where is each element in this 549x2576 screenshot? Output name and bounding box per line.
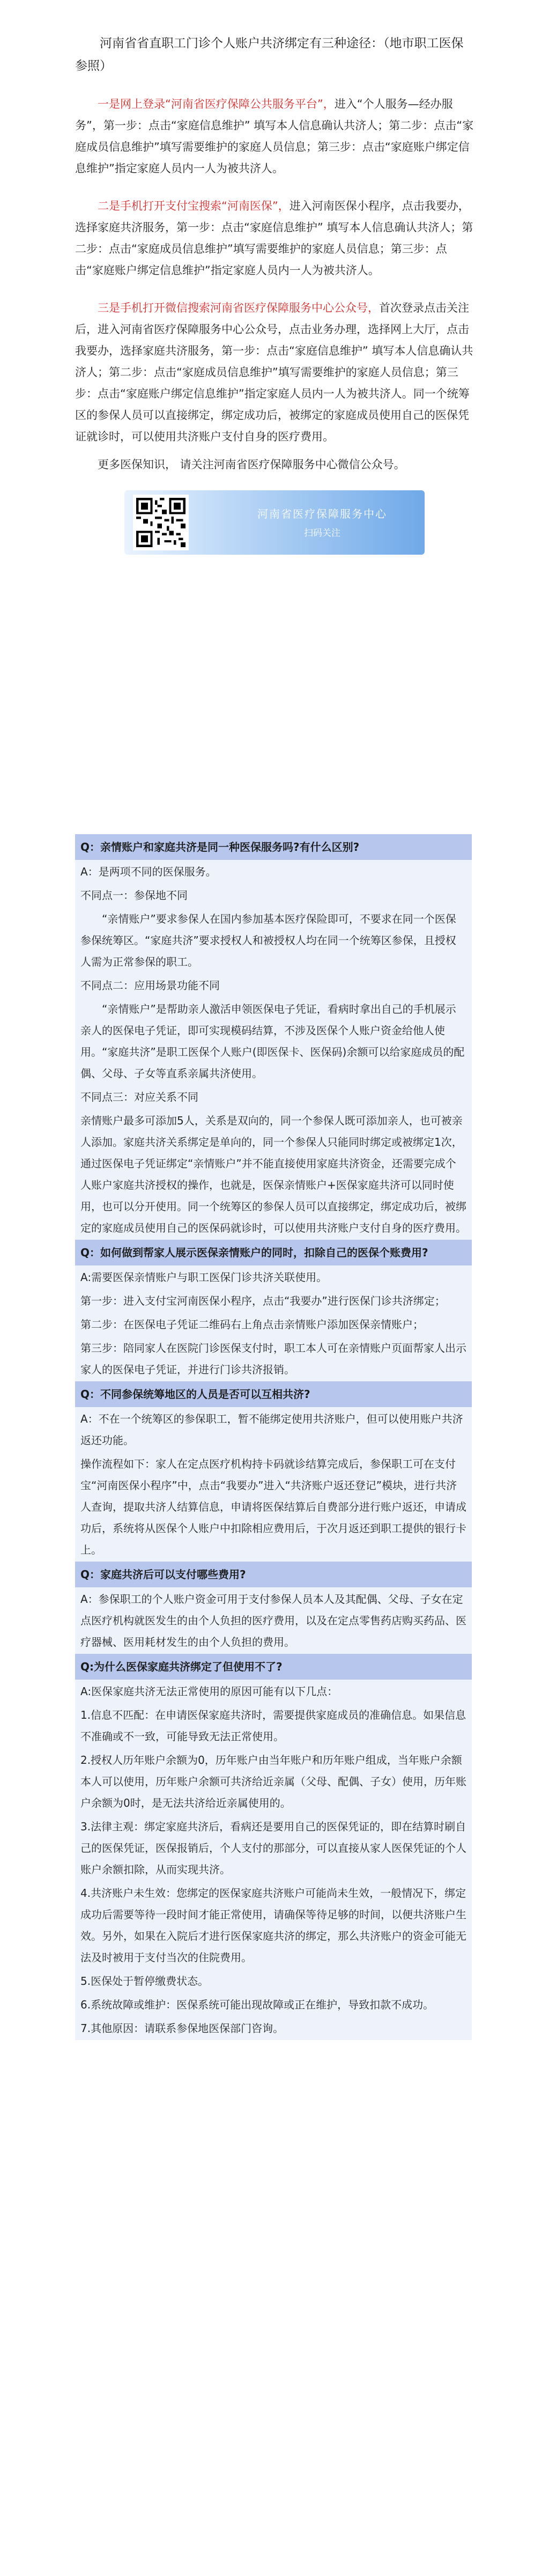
- faq-answer-line: A：不在一个统筹区的参保职工，暂不能绑定使用共济账户，但可以使用账户共济返还功能。: [80, 1412, 463, 1447]
- faq-question: Q：如何做到帮家人展示医保亲情账户的同时，扣除自己的医保个账费用?: [75, 1240, 472, 1265]
- method-1: [75, 93, 474, 179]
- faq-answer-line: 3.法律主观：绑定家庭共济后，看病还是要用自己的医保凭证的，即在结算时刷自己的医保凭证，医保报销后，个人支付的那部分，可以直接从家人医保凭证的个人账户余额扣除，从而实现共济。: [80, 1820, 466, 1876]
- qr-code-icon[interactable]: [133, 495, 189, 550]
- faq-answer-line: A:需要医保亲情账户与职工医保门诊共济关联使用。: [80, 1271, 328, 1284]
- faq-question: Q：家庭共济后可以支付哪些费用?: [75, 1562, 472, 1587]
- faq-answer-line: 1.信息不匹配：在申请医保家庭共济时，需要提供家庭成员的准确信息。如果信息不准确或不一致，可能导致无法正常使用。: [80, 1709, 466, 1743]
- method-1-highlight: 一是网上登录“河南省医疗保障公共服务平台”，: [98, 98, 335, 111]
- method-2: [75, 195, 474, 281]
- faq-answer-line: 亲情账户最多可添加5人，关系是双向的，同一个参保人既可添加亲人，也可被亲人添加。家庭共济关系绑定是单向的，同一个参保人只能同时绑定或被绑定1次，通过医保电子凭证绑定“亲情账户”并不能直接使用家庭共济资金，还需要完成个人账户家庭共济授权的操作，也就是，医保亲情账户+医保家庭共济可以同时使用，也可以分开使用。同一个统筹区的参保人员可以直接绑定，绑定成功后，被绑定的家庭成员使用自己的医保码就诊时，可以使用共济账户支付自身的医疗费用。: [80, 1114, 466, 1234]
- faq-answer-line: A：参保职工的个人账户资金可用于支付参保人员本人及其配偶、父母、子女在定点医疗机构就医发生的由个人负担的医疗费用，以及在定点零售药店购买药品、医疗器械、医用耗材发生的由个人负担的费用。: [80, 1593, 466, 1648]
- faq-answer-line: “亲情账户”要求参保人在国内参加基本医疗保险即可，不要求在同一个医保参保统筹区。“家庭共济”要求授权人和被授权人均在同一个统筹区参保，且授权人需为正常参保的职工。: [80, 912, 456, 968]
- faq-answer-line: A：是两项不同的医保服务。: [80, 865, 217, 878]
- faq-answer-line: 4.共济账户未生效：您绑定的医保家庭共济账户可能尚未生效，一般情况下，绑定成功后需要等待一段时间才能正常使用，请确保等待足够的时间，以便共济账户生效。另外，如果在入院后才进行医保家庭共济的绑定，那么共济账户的资金可能无法及时被用于支付当次的住院费用。: [80, 1887, 466, 1964]
- faq-answer-line: 不同点一：参保地不同: [80, 889, 188, 902]
- faq-answer-line: 操作流程如下：家人在定点医疗机构持卡码就诊结算完成后，参保职工可在支付宝“河南医保小程序”中，点击“我要办”进入“共济账户返还登记”模块，进行共济人查询，提取共济人结算信息，申请将医保结算后自费部分进行账户返还，申请成功后，系统将从医保个人账户中扣除相应费用后，于次月返还到职工提供的银行卡上。: [80, 1458, 466, 1556]
- faq-answer-line: 6.系统故障或维护：医保系统可能出现故障或正在维护，导致扣款不成功。: [80, 1998, 434, 2011]
- intro-section: [75, 0, 474, 555]
- faq-question: Q：不同参保统筹地区的人员是否可以互相共济?: [75, 1381, 472, 1407]
- method-2-highlight: 二是手机打开支付宝搜索“河南医保”，: [98, 200, 290, 212]
- faq-answer-line: “亲情账户”是帮助亲人激活申领医保电子凭证，看病时拿出自己的手机展示亲人的医保电子凭证，即可实现模码结算，不涉及医保个人账户资金给他人使用。“家庭共济”是职工医保个人账户(即医保卡、医保码)余额可以给家庭成员的配偶、父母、子女等直系亲属共济使用。: [80, 1003, 465, 1080]
- faq-question: Q:为什么医保家庭共济绑定了但使用不了?: [75, 1654, 472, 1680]
- faq-answer-line: A:医保家庭共济无法正常使用的原因可能有以下几点：: [80, 1685, 338, 1698]
- faq-answer-line: 7.其他原因：请联系参保地医保部门咨询。: [80, 2022, 284, 2035]
- faq-question: Q：亲情账户和家庭共济是同一种医保服务吗?有什么区别?: [75, 834, 472, 860]
- method-1-text: 进入“个人服务—经办服务”，第一步：点击“家庭信息维护” 填写本人信息确认共济人；第二步：点击“家庭成员信息维护”填写需要维护的家庭人员信息；第三步：点击“家庭账户绑定信息维护”指定家庭人员内一人为被共济人。: [75, 98, 474, 175]
- faq-answer-line: 第一步：进入支付宝河南医保小程序，点击“我要办”进行医保门诊共济绑定；: [80, 1294, 446, 1307]
- more-info-note: 更多医保知识， 请关注河南省医疗保障服务中心微信公众号。: [98, 458, 405, 471]
- faq-answer-line: 不同点三：对应关系不同: [80, 1091, 198, 1103]
- faq-answer-line: 第二步：在医保电子凭证二维码右上角点击亲情账户添加医保亲情账户；: [80, 1318, 424, 1331]
- qr-banner-subtitle: 扫码关注: [304, 528, 340, 539]
- method-3-text: 首次登录点击关注后，进入河南省医疗保障服务中心公众号，点击业务办理，选择网上大厅，点击我要办，选择家庭共济服务，第一步：点击“家庭信息维护” 填写本人信息确认共济人；第二步：点击“家庭成员信息维护”填写需要维护的家庭人员信息；第三步：点击“家庭账户绑定信息维护”指定家庭人员内一人为被共济人。同一个统筹区的参保人员可以直接绑定，绑定成功后，被绑定的家庭成员使用自己的医保凭证就诊时，可以使用共济账户支付自身的医疗费用。: [75, 301, 473, 443]
- qr-banner[interactable]: [124, 490, 425, 555]
- faq-answer-line: 第三步：陪同家人在医院门诊医保支付时，职工本人可在亲情账户页面帮家人出示家人的医保电子凭证，并进行门诊共济报销。: [80, 1342, 466, 1376]
- method-3: [75, 297, 474, 447]
- faq-table: [75, 834, 472, 2040]
- qr-banner-title: 河南省医疗保障服务中心: [257, 507, 387, 520]
- qr-banner-text: [257, 505, 387, 539]
- faq-answer-line: 不同点二：应用场景功能不同: [80, 979, 220, 992]
- faq-answer-line: 2.授权人历年账户余额为0，历年账户由当年账户和历年账户组成，当年账户余额本人可以使用，历年账户余额可共济给近亲属（父母、配偶、子女）使用，历年账户余额为0时，是无法共济给近亲属使用的。: [80, 1754, 466, 1809]
- faq-answer-line: 5.医保处于暂停缴费状态。: [80, 1975, 209, 1988]
- method-3-highlight: 三是手机打开微信搜索河南省医疗保障服务中心公众号，: [98, 301, 379, 314]
- method-2-text: 进入河南医保小程序，点击我要办，选择家庭共济服务，第一步：点击“家庭信息维护” 填写本人信息确认共济人；第二步：点击“家庭成员信息维护”填写需要维护的家庭人员信息；第三步：点击“家庭账户绑定信息维护”指定家庭人员内一人为被共济人。: [75, 200, 473, 277]
- article-title: 河南省省直职工门诊个人账户共济绑定有三种途径：（地市职工医保参照）: [75, 36, 464, 73]
